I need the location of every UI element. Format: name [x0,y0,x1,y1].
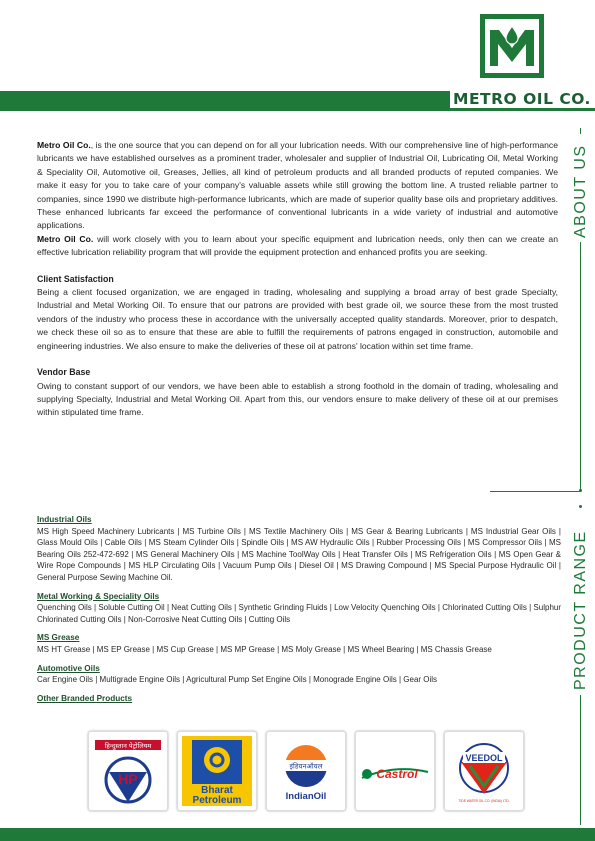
footer-bar [0,828,595,841]
metro-oil-logo-icon [480,14,544,78]
company-name-bold: Metro Oil Co. [37,140,91,150]
veedol-logo [444,731,524,811]
metal-working-heading: Metal Working & Speciality Oils [37,591,160,601]
indianoil-hindi-text: इंडियनऑयल [289,762,323,771]
industrial-oils-list: MS High Speed Machinery Lubricants | MS Turbine Oils | MS Textile Machinery Oils | MS Gear & Bearing Lubricants | MS Industrial Gear Oils | Glass Mould Oils | Cable Oils | MS Steam Cylinder Oils | Spindle Oils | MS AW Hydraulic Oils | Rubber Processing Oils | MS Compressor Oils | MS Bearing Oils 252-472-692 | MS General Machinery Oils | MS Machine ToolWay Oils | Heat Transfer Oils | MS Refrigeration Oils | MS Open Gear & Wire Rope Compounds | MS HLP Circulating Oils | Vacuum Pump Oils | Diesel Oil | MS Drawing Compound | MS Special Purpose Hydraulic Oil | General Purpose Sewing Machine Oil. [37,526,561,582]
hp-hindi-text: हिन्दुस्तान पेट्रोलियम [104,742,152,750]
hp-logo-icon [89,732,167,810]
header-bar [0,91,450,111]
automotive-oils-list: Car Engine Oils | Multigrade Engine Oils | Agricultural Pump Set Engine Oils | Monograde Engine Oils | Gear Oils [37,675,438,685]
client-satisfaction-heading: Client Satisfaction [37,273,114,284]
hp-logo [88,731,168,811]
metal-working-list: Quenching Oils | Soluble Cutting Oil | Neat Cutting Oils | Synthetic Grinding Fluids | Low Velocity Quenching Oils | Chlorinated Cutting Oils | Sulphur Chlorinated Cutting Oils | Non-Corrosive Neat Cutting Oils | Cutting Oils [37,603,561,624]
about-side-line [580,242,581,490]
castrol-text: Castrol [376,767,418,781]
veedol-icon [445,732,523,810]
company-name-bold: Metro Oil Co. [37,233,94,244]
ms-grease-list: MS HT Grease | MS EP Grease | MS Cup Grease | MS MP Grease | MS Moly Grease | MS Wheel Bearing | MS Chassis Grease [37,644,492,654]
product-side-line [580,695,581,825]
automotive-oils-heading: Automotive Oils [37,663,100,673]
vendor-base-heading: Vendor Base [37,367,91,378]
ms-grease-heading: MS Grease [37,633,80,643]
about-text-2: will work closely with you to learn about your specific equipment and lubrication needs, only then can we create an effective lubrication reliability program that will provide the equipment protection and enhanced profits you are seeking. [37,233,558,258]
header-bar-underline [450,108,595,111]
castrol-logo [355,731,435,811]
bharat-text: Bharat [201,785,233,796]
industrial-oils-heading: Industrial Oils [37,515,92,524]
indianoil-text: IndianOil [285,791,327,802]
castrol-icon [356,732,434,810]
bharat-petroleum-icon [178,732,256,810]
about-us-label: ABOUT US [572,144,589,238]
about-top-tick [580,128,581,134]
indianoil-logo [266,731,346,811]
indianoil-icon [267,732,345,810]
bharat-petroleum-logo [177,731,257,811]
client-satisfaction-text: Being a client focused organization, we are engaged in trading, wholesaling and supplying a broad array of best grade Specialty, Industrial and Metal Working Oil. To ensure that our patrons are provided with best grade oil, we source these from the most trusted vendors of the industry who process these in accordance with the universally accepted quality standards. Moreover, prior to despatch, we check these oil so as to ensure that these are able to fulfill the requirements of patrons engaged in construction, automobile and engineering industries. We also ensure to make the deliveries of these oil at patrons' location within set time frame. [37,287,558,351]
about-section [37,139,558,420]
brand-logos [88,731,524,809]
about-bottom-line [490,491,580,492]
about-paragraph-2 [37,233,558,260]
hp-text: HP [118,771,138,787]
veedol-subtext: TIDE WATER OIL CO. (INDIA) LTD. [458,799,510,803]
about-text-1: , is the one source that you can depend on for all your lubrication needs. With our comprehensive line of high-performance lubricants we have established ourselves as a prominent trader, wholesaler and supplier of Industrial Oil, Lubricating Oil, Metal Working & Speciality Oil, Automotive oil, Greases, Jellies, all kind of petroleum products and all branded products of reputed companies. We make it easy for you to take care of your company's valuable assets while still growing the bottom line. A trusted reliable partner to companies, since 1990 we distribute high-performance lubricants, which are made of superior quality base oils and proprietary additives. These enhanced lubricants far exceed the performance of conventional lubricants in a wide variety of industrial and automotive applications. [37,140,558,231]
about-paragraph-1 [37,139,558,233]
product-range-section [37,514,561,704]
vendor-base-text: Owing to constant support of our vendors, we have been able to establish a strong foothold in the domain of trading, wholesaling and supplying Specialty, Industrial and Metal Working Oil. Apart from this, our vendors ensure to make delivery of these oil at our premises within stipulated time frame. [37,380,558,418]
petroleum-text: Petroleum [192,795,242,806]
veedol-text: VEEDOL [465,753,503,763]
product-line-dot [579,505,582,508]
product-range-label: PRODUCT RANGE [572,530,589,690]
other-branded-products-heading: Other Branded Products [37,693,133,703]
company-name: METRO OIL CO. [453,90,591,108]
